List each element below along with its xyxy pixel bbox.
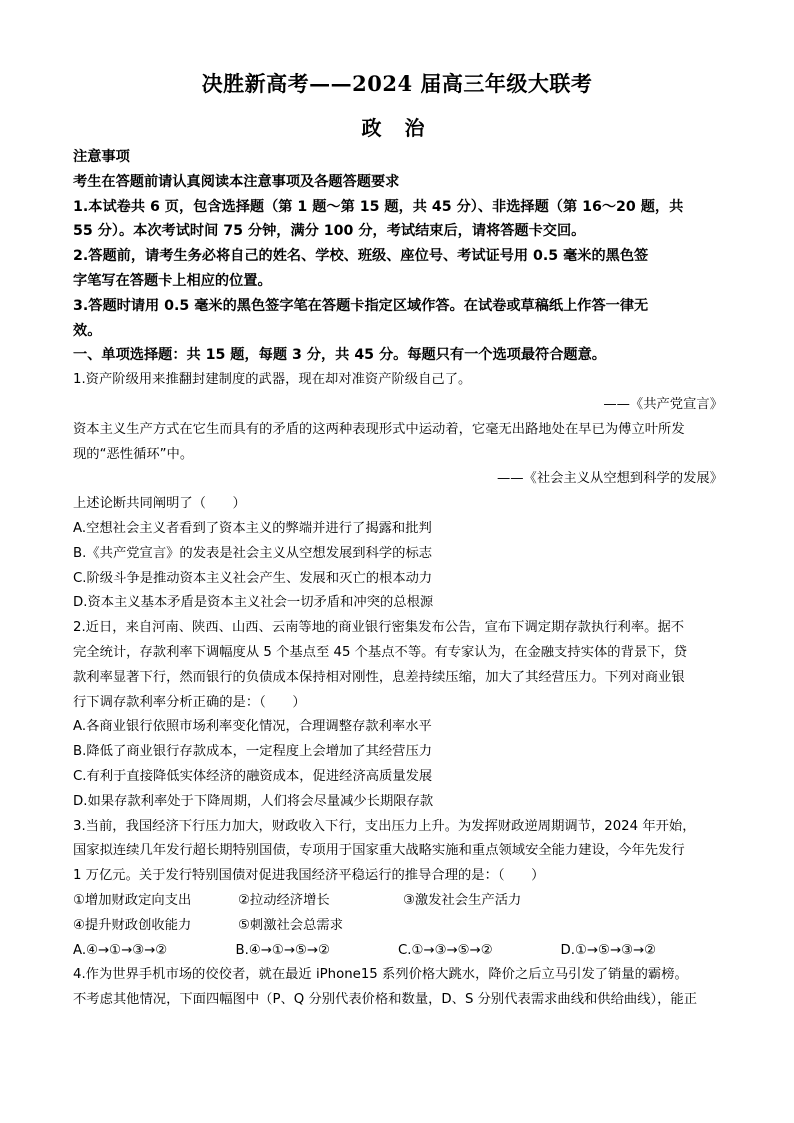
q1-option-b: B.《共产党宣言》的发表是社会主义从空想发展到科学的标志 (73, 545, 433, 561)
q4-line: 4.作为世界手机市场的佼佼者，就在最近 iPhone15 系列价格大跳水，降价之后立马引发了销量的霸榜。 (73, 967, 688, 983)
q3-items-row (73, 889, 723, 914)
notice-line: 3.答题时请用 0.5 毫米的黑色签字笔在答题卡指定区域作答。在试卷或草稿纸上作答一律无 (73, 297, 649, 314)
q1-stem: 上述论断共同阐明了（ ） (73, 496, 246, 512)
q3-option-a: A.④→①→③→② (73, 942, 168, 958)
q3-item: ④提升财政创收能力 (73, 917, 192, 933)
q1-option-a: A.空想社会主义者看到了资本主义的弊端并进行了揭露和批判 (73, 520, 432, 536)
q3-item: ②拉动经济增长 (238, 892, 330, 908)
q3-option-b: B.④→①→⑤→② (235, 942, 330, 958)
q3-line: 3.当前，我国经济下行压力加大，财政收入下行，支出压力上升。为发挥财政逆周期调节，2024 年开始， (73, 818, 696, 834)
q4-line: 不考虑其他情况，下面四幅图中（P、Q 分别代表价格和数量，D、S 分别代表需求曲线和供给曲线），能正 (73, 992, 698, 1008)
q1-option-d: D.资本主义基本矛盾是资本主义社会一切矛盾和冲突的总根源 (73, 595, 434, 611)
q1-option-c: C.阶级斗争是推动资本主义社会产生、发展和灭亡的根本动力 (73, 570, 433, 586)
exam-content (73, 145, 723, 1013)
q2-option-a: A.各商业银行依照市场利率变化情况，合理调整存款利率水平 (73, 719, 432, 735)
notice-line: 2.答题前，请考生务必将自己的姓名、学校、班级、座位号、考试证号用 0.5 毫米的黑色签 (73, 248, 649, 265)
notice-line: 字笔写在答题卡上相应的位置。 (73, 272, 272, 289)
q1-source: ——《共产党宣言》 (603, 396, 723, 412)
notice-line: 考生在答题前请认真阅读本注意事项及各题答题要求 (73, 173, 400, 190)
exam-subject: 政 治 (361, 116, 433, 140)
notice-line: 1.本试卷共 6 页，包含选择题（第 1 题～第 15 题，共 45 分）、非选择题（第 16～20 题，共 (73, 198, 684, 215)
q2-option-b: B.降低了商业银行存款成本，一定程度上会增加了其经营压力 (73, 744, 433, 760)
q3-options-row (73, 939, 723, 964)
q3-line: 国家拟连续几年发行超长期特别国债，专项用于国家重大战略实施和重点领域安全能力建设，今年先发行 (73, 843, 685, 859)
q3-item: ③激发社会生产活力 (403, 892, 522, 908)
q3-item: ①增加财政定向支出 (73, 892, 192, 908)
exam-title: 决胜新高考——2024 届高三年级大联考 (201, 71, 593, 96)
notice-line: 55 分）。本次考试时间 75 分钟，满分 100 分，考试结束后，请将答题卡交回。 (73, 223, 586, 240)
q2-option-d: D.如果存款利率处于下降周期，人们将会尽量减少长期限存款 (73, 793, 434, 809)
notice-heading: 注意事项 (73, 149, 130, 165)
q2-line: 行下调存款利率分析正确的是：（ ） (73, 694, 306, 710)
q1-line: 资本主义生产方式在它生而具有的矛盾的这两种表现形式中运动着，它毫无出路地处在早已为傅立叶所发 (73, 421, 685, 437)
notice-line: 效。 (73, 322, 102, 339)
section-heading: 一、单项选择题：共 15 题，每题 3 分，共 45 分。每题只有一个选项最符合题意。 (73, 347, 606, 364)
q3-option-d: D.①→⑤→③→② (560, 942, 657, 958)
q2-line: 完全统计，存款利率下调幅度从 5 个基点至 45 个基点不等。有专家认为，在金融支持实体的背景下，贷 (73, 644, 688, 660)
q2-line: 2.近日，来自河南、陕西、山西、云南等地的商业银行密集发布公告，宣布下调定期存款执行利率。据不 (73, 620, 685, 636)
q3-option-c: C.①→③→⑤→② (398, 942, 493, 958)
q3-line: 1 万亿元。关于发行特别国债对促进我国经济平稳运行的推导合理的是：（ ） (73, 868, 545, 884)
q2-line: 款利率显著下行，然而银行的负债成本保持相对刚性，息差持续压缩，加大了其经营压力。下列对商业银 (73, 669, 685, 685)
q1-line: 现的“恶性循环”中。 (73, 446, 194, 462)
q3-items-row (73, 914, 723, 939)
q3-item: ⑤刺激社会总需求 (238, 917, 343, 933)
q1-source: ——《社会主义从空想到科学的发展》 (496, 471, 723, 487)
q2-option-c: C.有利于直接降低实体经济的融资成本，促进经济高质量发展 (73, 768, 433, 784)
q1-line: 1.资产阶级用来推翻封建制度的武器，现在却对准资产阶级自己了。 (73, 372, 472, 388)
